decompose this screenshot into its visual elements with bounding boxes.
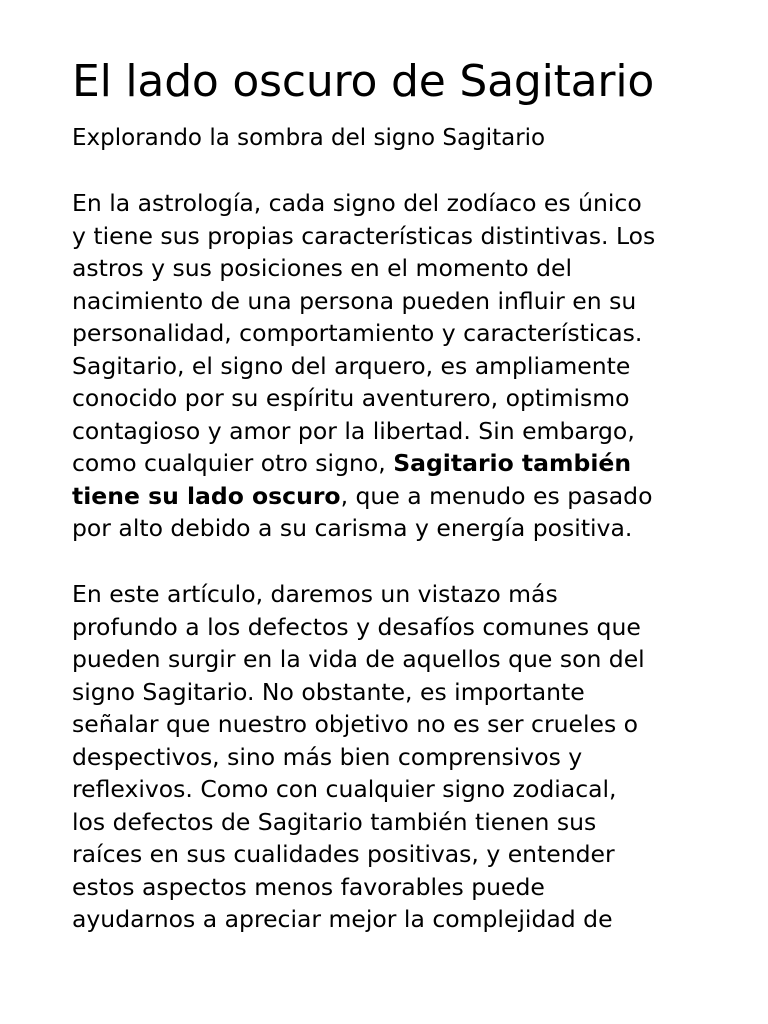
- paragraph-line: pueden surgir en la vida de aquellos que son del: [72, 645, 645, 673]
- paragraph-intro: [72, 187, 712, 545]
- emphasis-text: tiene su lado oscuro: [72, 481, 341, 510]
- paragraph-line: señalar que nuestro objetivo no es ser crueles o: [72, 710, 639, 738]
- paragraph-line: por alto debido a su carisma y energía positiva.: [72, 514, 633, 542]
- paragraph-line: despectivos, sino más bien comprensivos y: [72, 742, 583, 771]
- paragraph-line: profundo a los defectos y desafíos comunes que: [72, 612, 641, 641]
- paragraph-line: raíces en sus cualidades positivas, y entender: [72, 840, 615, 868]
- paragraph-line: contagioso y amor por la libertad. Sin embargo,: [72, 416, 635, 445]
- paragraph-line: astros y sus posiciones en el momento del: [72, 254, 573, 282]
- paragraph-line: y tiene sus propias características distintivas. Los: [72, 221, 656, 250]
- paragraph-line: ayudarnos a apreciar mejor la complejidad de: [72, 905, 613, 933]
- article-subtitle: Explorando la sombra del signo Sagitario: [72, 125, 546, 151]
- paragraph-line: reflexivos. Como con cualquier signo zodiacal,: [72, 775, 617, 803]
- paragraph-line: nacimiento de una persona pueden influir en su: [72, 286, 637, 315]
- paragraph-text: , que a menudo es pasado: [340, 481, 653, 510]
- paragraph-line: [72, 447, 712, 480]
- paragraph-line: [72, 480, 712, 513]
- paragraph-line: los defectos de Sagitario también tienen sus: [72, 807, 597, 836]
- paragraph-line: Sagitario, el signo del arquero, es ampliamente: [72, 351, 631, 380]
- paragraph-line: En este artículo, daremos un vistazo más: [72, 580, 558, 608]
- paragraph-line: estos aspectos menos favorables puede: [72, 872, 545, 901]
- article-title: El lado oscuro de Sagitario: [72, 56, 655, 107]
- paragraph-line: personalidad, comportamiento y características.: [72, 319, 643, 347]
- paragraph-text: como cualquier otro signo,: [72, 449, 394, 477]
- paragraph-article-purpose: [72, 578, 712, 936]
- paragraph-line: signo Sagitario. No obstante, es importante: [72, 677, 585, 706]
- paragraph-line: En la astrología, cada signo del zodíaco es único: [72, 189, 642, 217]
- emphasis-text: Sagitario también: [393, 449, 632, 477]
- paragraph-line: conocido por su espíritu aventurero, optimismo: [72, 384, 630, 412]
